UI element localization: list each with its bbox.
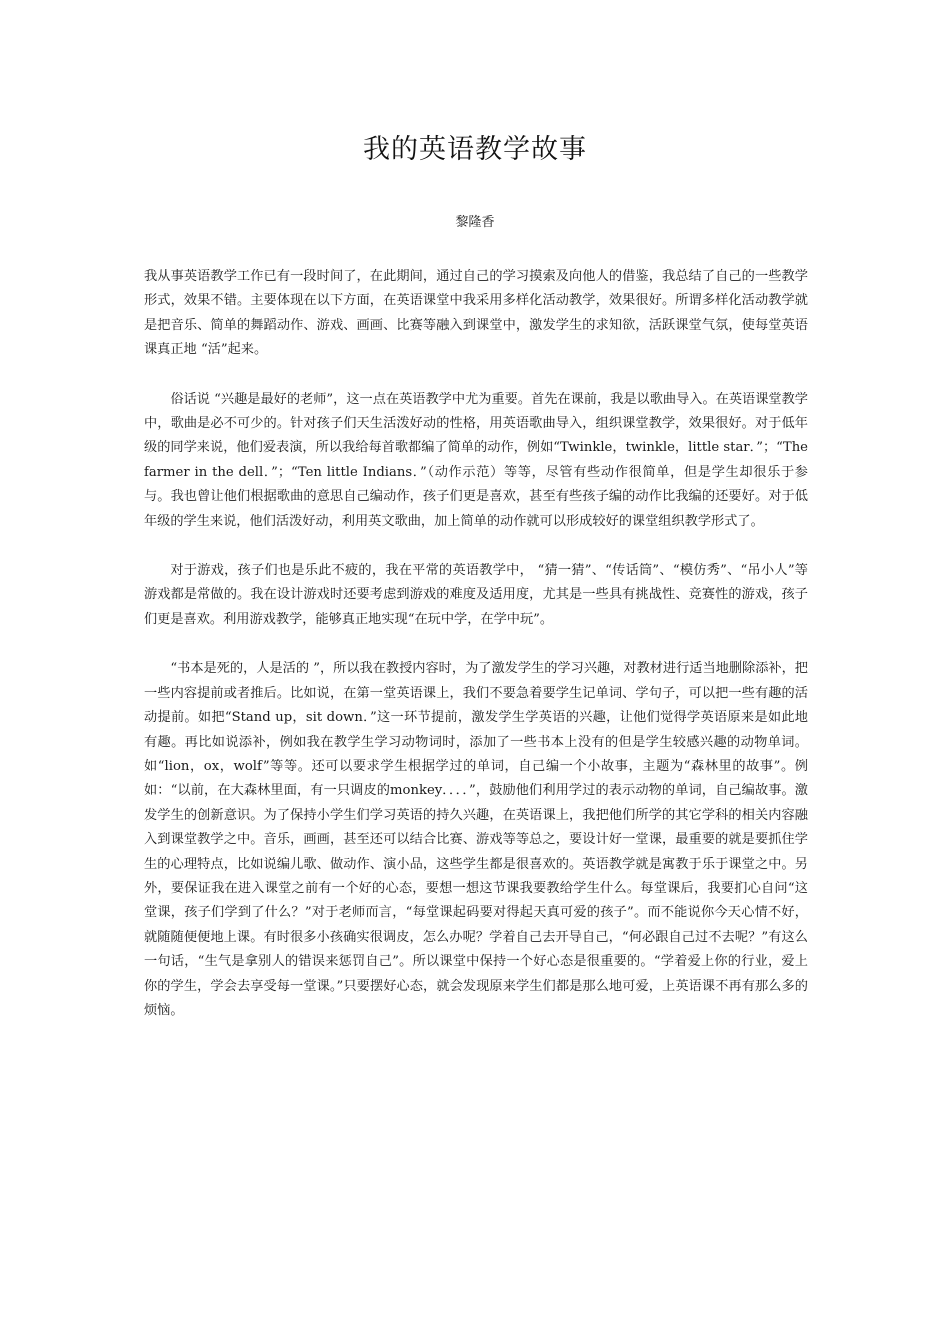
document-author: 黎隆香 [455, 215, 495, 230]
paragraph-intro: 我从事英语教学工作已有一段时间了，在此期间，通过自己的学习摸索及向他人的借鉴，我总结了自己的一些教学形式，效果不错。主要体现在以下方面，在英语课堂中我采用多样化活动教学，效果很好。所谓多样化活动教学就是把音乐、简单的舞蹈动作、游戏、画画、比赛等融入到课堂中，激发学生的求知欲，活跃课堂气氛，使每堂英语课真正地 “活”起来。 [144, 269, 808, 358]
document-title: 我的英语教学故事 [363, 134, 587, 165]
document-body [144, 265, 808, 1048]
paragraph-games: 对于游戏，孩子们也是乐此不疲的，我在平常的英语教学中， “猜一猜”、“传话筒”、“模仿秀”、“吊小人”等游戏都是常做的。我在设计游戏时还要考虑到游戏的难度及适用度，尤其是一些具有挑战性、竞赛性的游戏，孩子们更是喜欢。利用游戏教学，能够真正地实现“在玩中学，在学中玩”。 [144, 563, 808, 627]
paragraph-songs: 俗话说 “兴趣是最好的老师”，这一点在英语教学中尤为重要。首先在课前，我是以歌曲导入。在英语课堂教学中，歌曲是必不可少的。针对孩子们天生活泼好动的性格，用英语歌曲导入，组织课堂教学，效果很好。对于低年级的同学来说，他们爱表演，所以我给每首歌都编了简单的动作，例如“Twinkle，twinkle，little star．”；“The farmer in the dell．”；“Ten little Indians．”（动作示范）等等，尽管有些动作很简单，但是学生却很乐于参与。我也曾让他们根据歌曲的意思自己编动作，孩子们更是喜欢，甚至有些孩子编的动作比我编的还要好。对于低年级的学生来说，他们活泼好动，利用英文歌曲，加上简单的动作就可以形成较好的课堂组织教学形式了。 [144, 391, 808, 529]
paragraph-textbook: “书本是死的，人是活的 ”，所以我在教授内容时，为了激发学生的学习兴趣，对教材进行适当地删除添补，把一些内容提前或者推后。比如说，在第一堂英语课上，我们不要急着要学生记单词、学句子，可以把一些有趣的活动提前。如把“Stand up，sit down．”这一环节提前，激发学生学英语的兴趣，让他们觉得学英语原来是如此地有趣。再比如说添补，例如我在教学生学习动物词时，添加了一些书本上没有的但是学生较感兴趣的动物单词。如“lion，ox，wolf”等等。还可以要求学生根据学过的单词，自己编一个小故事，主题为“森林里的故事”。例如：“以前，在大森林里面，有一只调皮的monkey．．．．”，鼓励他们利用学过的表示动物的单词，自己编故事。激发学生的创新意识。为了保持小学生们学习英语的持久兴趣，在英语课上，我把他们所学的其它学科的相关内容融入到课堂教学之中。音乐，画画，甚至还可以结合比赛、游戏等等总之，要设计好一堂课，最重要的就是要抓住学生的心理特点，比如说编儿歌、做动作、演小品，这些学生都是很喜欢的。英语教学就是寓教于乐于课堂之中。另外，要保证我在进入课堂之前有一个好的心态，要想一想这节课我要教给学生什么。每堂课后，我要扪心自问“这堂课，孩子们学到了什么？”对于老师而言，“每堂课起码要对得起天真可爱的孩子”。而不能说你今天心情不好，就随随便便地上课。有时很多小孩确实很调皮，怎么办呢？学着自己去开导自己，“何必跟自己过不去呢？”有这么一句话，“生气是拿别人的错误来惩罚自己”。所以课堂中保持一个好心态是很重要的。“学着爱上你的行业，爱上你的学生，学会去享受每一堂课。”只要摆好心态，就会发现原来学生们都是那么地可爱，上英语课不再有那么多的烦恼。 [144, 661, 808, 1018]
